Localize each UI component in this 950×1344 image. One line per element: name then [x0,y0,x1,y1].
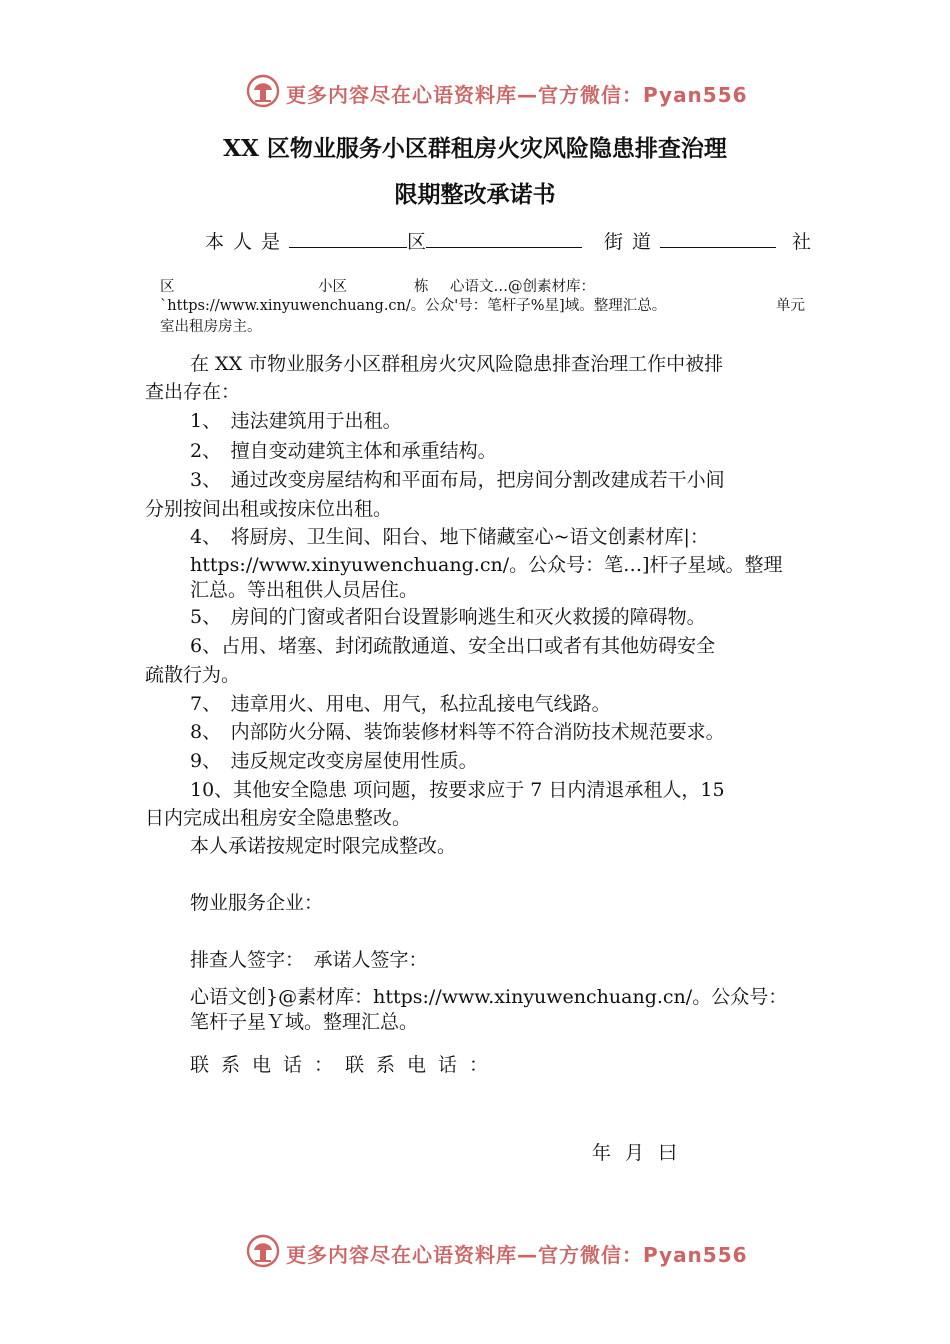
list-item-3-line1: 3、 通过改变房屋结构和平面布局，把房间分割改建成若干小间 [190,469,725,491]
watermark-text: 更多内容尽在心语资料库—官方微信：Pyan556 [286,83,748,107]
list-item-4-line3: 汇总。等出租供人员居住。 [190,579,419,601]
address-url-line: `https://www.xinyuwenchuang.cn/。公众'号：笔杆子%星]域。整理汇总。 [160,298,667,314]
list-item-6-line1: 6、占用、堵塞、封闭疏散通道、安全出口或者有其他妨碍安全 [190,635,716,657]
label-community: 社 [792,231,812,253]
address-label-building: 栋 [414,279,429,295]
owner-intro-line [205,227,811,254]
address-label-compound: 小区 [318,279,347,295]
phone-labels: 联系电话：联系电话： [190,1054,501,1076]
watermark-text: 更多内容尽在心语资料库—官方微信：Pyan556 [286,1243,748,1267]
intro-prefix: 本人是 [205,231,290,253]
body-intro-line2: 查出存在： [145,381,241,403]
mushroom-logo-icon [246,1234,280,1268]
body-intro-line1: 在 XX 市物业服务小区群租房火灾风险隐患排查治理工作中被排 [190,353,724,375]
date-line: 年 月 曰 [592,1142,682,1164]
address-label-district: 区 [160,279,175,295]
list-item-2: 2、 擅自变动建筑主体和承重结构。 [190,440,497,462]
address-watermark-note: 心语文…@创素材库： [450,279,595,295]
document-title-line1: XX 区物业服务小区群租房火灾风险隐患排查治理 [223,135,727,162]
blank-street-name [426,227,582,248]
mushroom-logo-icon [246,74,280,108]
property-company-label: 物业服务企业： [190,892,324,914]
list-item-9: 9、 违反规定改变房屋使用性质。 [190,750,478,772]
list-item-7: 7、 违章用火、用电、用气，私拉乱接电气线路。 [190,693,611,715]
promise-statement: 本人承诺按规定时限完成整改。 [190,835,457,857]
label-district: 区 [407,231,427,253]
list-item-4-line1: 4、 将厨房、卫生间、阳台、地下储藏室心~语文创素材库|： [190,526,709,548]
list-item-10-line2: 日内完成出租房安全隐患整改。 [145,807,412,829]
list-item-8: 8、 内部防火分隔、装饰装修材料等不符合消防技术规范要求。 [190,721,725,743]
list-item-6-line2: 疏散行为。 [145,664,241,686]
list-item-4-line2: https://www.xinyuwenchuang.cn/。公众号：笔…]杆子星域。整理 [190,554,783,576]
document-title-line2: 限期整改承诺书 [394,181,556,208]
signature-labels: 排查人签字： 承诺人签字： [190,949,428,971]
address-owner-line: 室出租房房主。 [160,319,262,335]
list-item-1: 1、 违法建筑用于出租。 [190,410,402,432]
blank-district-name [289,227,407,248]
list-item-5: 5、 房间的门窗或者阳台设置影响逃生和灭火救援的障碍物。 [190,606,706,628]
footer-note-line1: 心语文创}@素材库：https://www.xinyuwenchuang.cn/。公众号： [190,986,788,1008]
label-street: 街道 [604,231,661,253]
list-item-10-line1: 10、其他安全隐患 项问题，按要求应于 7 日内清退承租人，15 [190,779,725,801]
watermark-banner-top [0,72,950,112]
footer-note-line2: 笔杆子星Ｙ域。整理汇总。 [190,1011,419,1033]
watermark-banner-bottom [0,1232,950,1272]
list-item-3-line2: 分别按间出租或按床位出租。 [145,498,393,520]
address-label-unit: 单元 [776,298,805,314]
blank-community-name [660,227,776,248]
